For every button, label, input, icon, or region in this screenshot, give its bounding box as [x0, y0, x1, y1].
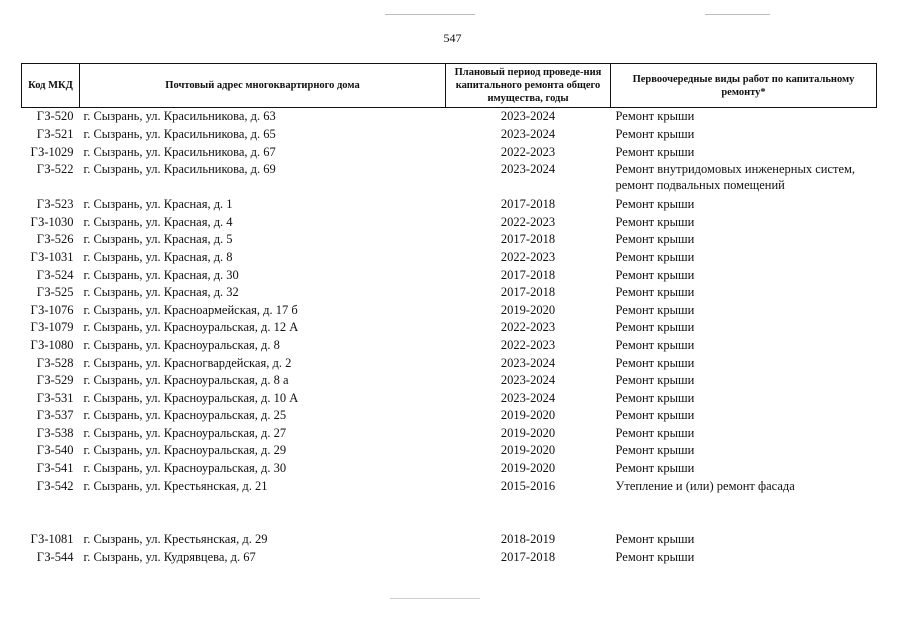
header-works: Первоочередные виды работ по капитальному ремонту* [611, 64, 877, 108]
cell-code: ГЗ-542 [36, 478, 74, 493]
cell-works: Ремонт крыши [615, 443, 695, 458]
cell-address: г. Сызрань, ул. Красильникова, д. 63 [83, 109, 276, 124]
cell-code: ГЗ-540 [36, 443, 74, 458]
cell-code: ГЗ-531 [36, 390, 74, 405]
table-row [22, 249, 877, 267]
cell-works: Ремонт крыши [615, 355, 695, 370]
repair-schedule-table [21, 63, 877, 566]
cell-period: 2019-2020 [500, 425, 556, 440]
header-code: Код МКД [22, 64, 80, 108]
table-row [22, 144, 877, 162]
cell-works: Ремонт крыши [615, 549, 695, 564]
table-row [22, 108, 877, 126]
cell-works: Ремонт крыши [615, 249, 695, 264]
cell-code: ГЗ-522 [36, 162, 74, 177]
cell-address: г. Сызрань, ул. Красная, д. 32 [83, 285, 239, 300]
cell-code: ГЗ-523 [36, 197, 74, 212]
scan-artifact-line [385, 14, 475, 15]
table-row [22, 126, 877, 144]
cell-code: ГЗ-1081 [30, 532, 74, 547]
cell-period: 2022-2023 [500, 144, 556, 159]
cell-works: Ремонт крыши [615, 320, 695, 335]
cell-works: Ремонт крыши [615, 373, 695, 388]
cell-address: г. Сызрань, ул. Красноармейская, д. 17 б [83, 302, 298, 317]
cell-works: Ремонт крыши [615, 461, 695, 476]
table-row [22, 531, 877, 549]
cell-period: 2018-2019 [500, 532, 556, 547]
scan-artifact-line [705, 14, 770, 15]
cell-code: ГЗ-537 [36, 408, 74, 423]
cell-code: ГЗ-1029 [30, 144, 74, 159]
cell-period: 2023-2024 [500, 162, 556, 177]
cell-code: ГЗ-541 [36, 461, 74, 476]
page-number: 547 [443, 31, 462, 45]
cell-period: 2023-2024 [500, 373, 556, 388]
cell-code: ГЗ-544 [36, 549, 74, 564]
cell-period: 2015-2016 [500, 478, 556, 493]
cell-works: Ремонт крыши [615, 267, 695, 282]
cell-address: г. Сызрань, ул. Красноуральская, д. 8 а [83, 373, 289, 388]
cell-period: 2023-2024 [500, 355, 556, 370]
cell-code: ГЗ-1031 [30, 249, 74, 264]
cell-period: 2022-2023 [500, 214, 556, 229]
cell-code: ГЗ-1076 [30, 302, 74, 317]
cell-works: Ремонт крыши [615, 425, 695, 440]
cell-address: г. Сызрань, ул. Кудрявцева, д. 67 [83, 549, 256, 564]
table-row [22, 319, 877, 337]
cell-works: Ремонт крыши [615, 144, 695, 159]
cell-address: г. Сызрань, ул. Красноуральская, д. 29 [83, 443, 287, 458]
cell-works: Ремонт крыши [615, 126, 695, 141]
cell-period: 2019-2020 [500, 461, 556, 476]
cell-period: 2017-2018 [500, 232, 556, 247]
cell-period: 2017-2018 [500, 267, 556, 282]
cell-period: 2019-2020 [500, 302, 556, 317]
table-row [22, 231, 877, 249]
cell-works: Ремонт внутридомовых инженерных систем, ремонт подвальных помещений [615, 162, 856, 193]
cell-period: 2023-2024 [500, 390, 556, 405]
header-period: Плановый период проведе-ния капитального ремонта общего имущества, годы [446, 64, 611, 108]
cell-address: г. Сызрань, ул. Красноуральская, д. 25 [83, 408, 287, 423]
cell-works: Ремонт крыши [615, 337, 695, 352]
cell-works: Ремонт крыши [615, 302, 695, 317]
cell-address: г. Сызрань, ул. Красильникова, д. 69 [83, 162, 276, 177]
table-row [22, 284, 877, 302]
table-row [22, 460, 877, 478]
table-row [22, 302, 877, 320]
table-row [22, 478, 877, 496]
table-header-row [22, 64, 877, 108]
table-row [22, 390, 877, 408]
cell-period: 2017-2018 [500, 285, 556, 300]
cell-period: 2022-2023 [500, 249, 556, 264]
cell-works: Ремонт крыши [615, 285, 695, 300]
table-row-spacer [22, 495, 877, 531]
cell-address: г. Сызрань, ул. Красильникова, д. 67 [83, 144, 276, 159]
cell-works: Ремонт крыши [615, 214, 695, 229]
cell-works: Ремонт крыши [615, 408, 695, 423]
cell-code: ГЗ-1030 [30, 214, 74, 229]
cell-address: г. Сызрань, ул. Красная, д. 8 [83, 249, 233, 264]
cell-address: г. Сызрань, ул. Красная, д. 5 [83, 232, 233, 247]
cell-period: 2023-2024 [500, 126, 556, 141]
table-row [22, 196, 877, 214]
cell-period: 2022-2023 [500, 320, 556, 335]
cell-code: ГЗ-524 [36, 267, 74, 282]
table-row [22, 442, 877, 460]
table-row [22, 161, 877, 196]
cell-address: г. Сызрань, ул. Красная, д. 30 [83, 267, 239, 282]
cell-code: ГЗ-538 [36, 425, 74, 440]
table-row [22, 407, 877, 425]
table-row [22, 267, 877, 285]
cell-address: г. Сызрань, ул. Крестьянская, д. 29 [83, 532, 268, 547]
cell-period: 2019-2020 [500, 443, 556, 458]
cell-works: Ремонт крыши [615, 532, 695, 547]
cell-address: г. Сызрань, ул. Красноуральская, д. 27 [83, 425, 287, 440]
cell-period: 2017-2018 [500, 197, 556, 212]
header-address: Почтовый адрес многоквартирного дома [80, 64, 446, 108]
cell-period: 2022-2023 [500, 337, 556, 352]
cell-address: г. Сызрань, ул. Красноуральская, д. 12 А [83, 320, 299, 335]
cell-code: ГЗ-520 [36, 109, 74, 124]
cell-address: г. Сызрань, ул. Крестьянская, д. 21 [83, 478, 268, 493]
cell-address: г. Сызрань, ул. Красная, д. 1 [83, 197, 233, 212]
cell-period: 2019-2020 [500, 408, 556, 423]
cell-period: 2017-2018 [500, 549, 556, 564]
cell-code: ГЗ-528 [36, 355, 74, 370]
cell-code: ГЗ-1079 [30, 320, 74, 335]
cell-works: Ремонт крыши [615, 390, 695, 405]
table-row [22, 355, 877, 373]
cell-address: г. Сызрань, ул. Красногвардейская, д. 2 [83, 355, 292, 370]
table-row [22, 425, 877, 443]
cell-works: Ремонт крыши [615, 109, 695, 124]
cell-works: Ремонт крыши [615, 197, 695, 212]
table-row [22, 337, 877, 355]
table-row [22, 372, 877, 390]
cell-period: 2023-2024 [500, 109, 556, 124]
cell-address: г. Сызрань, ул. Красноуральская, д. 30 [83, 461, 287, 476]
cell-address: г. Сызрань, ул. Красильникова, д. 65 [83, 126, 276, 141]
cell-code: ГЗ-526 [36, 232, 74, 247]
table-body [22, 108, 877, 567]
cell-code: ГЗ-521 [36, 126, 74, 141]
cell-address: г. Сызрань, ул. Красная, д. 4 [83, 214, 233, 229]
table-row [22, 549, 877, 567]
scan-artifact-line [390, 598, 480, 599]
table-row [22, 214, 877, 232]
cell-address: г. Сызрань, ул. Красноуральская, д. 10 А [83, 390, 299, 405]
cell-address: г. Сызрань, ул. Красноуральская, д. 8 [83, 337, 280, 352]
cell-code: ГЗ-525 [36, 285, 74, 300]
cell-works: Ремонт крыши [615, 232, 695, 247]
cell-code: ГЗ-529 [36, 373, 74, 388]
cell-code: ГЗ-1080 [30, 337, 74, 352]
cell-works: Утепление и (или) ремонт фасада [615, 478, 795, 493]
